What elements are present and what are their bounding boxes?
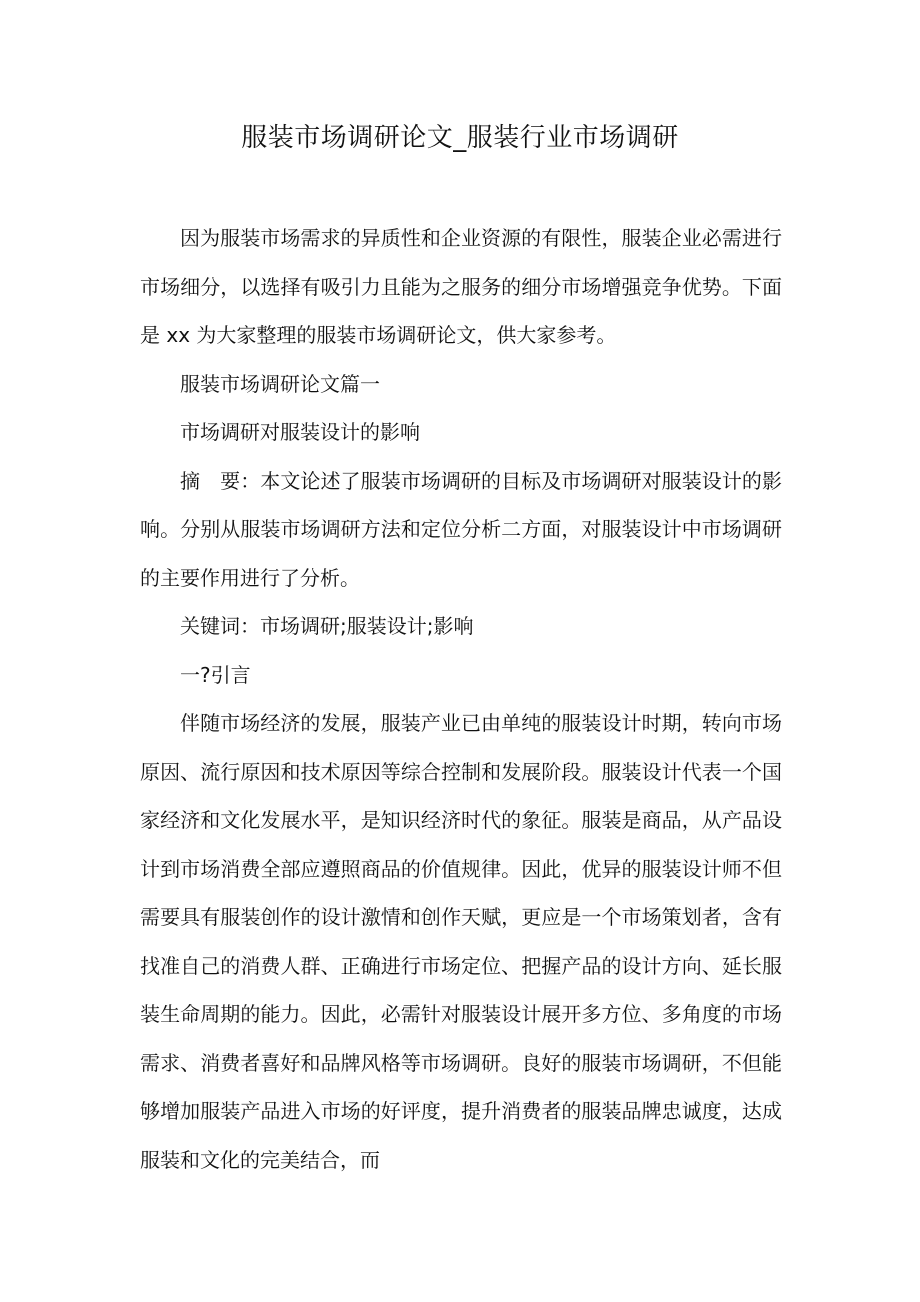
keywords-line: 关键词：市场调研;服装设计;影响	[180, 614, 474, 638]
body-paragraph: 伴随市场经济的发展，服装产业已由单纯的服装设计时期，转向市场原因、流行原因和技术原因等综合控制和发展阶段。服装设计代表一个国家经济和文化发展水平，是知识经济时代的象征。服装是商品，从产品设计到市场消费全部应遵照商品的价值规律。因此，优异的服装设计师不但需要具有服装创作的设计激情和创作天赋，更应是一个市场策划者，含有找准自己的消费人群、正确进行市场定位、把握产品的设计方向、延长服装生命周期的能力。因此，必需针对服装设计展开多方位、多角度的市场需求、消费者喜好和品牌风格等市场调研。良好的服装市场调研，不但能够增加服装产品进入市场的好评度，提升消费者的服装品牌忠诚度，达成服装和文化的完美结合，而	[140, 711, 782, 1172]
document-title: 服装市场调研论文_服装行业市场调研	[241, 123, 679, 153]
abstract-paragraph: 摘 要：本文论述了服装市场调研的目标及市场调研对服装设计的影响。分别从服装市场调研方法和定位分析二方面，对服装设计中市场调研的主要作用进行了分析。	[140, 468, 782, 590]
introduction-heading: 一?引言	[180, 662, 251, 687]
document-body	[140, 214, 782, 1184]
intro-paragraph: 因为服装市场需求的异质性和企业资源的有限性，服装企业必需进行市场细分，以选择有吸引力且能为之服务的细分市场增强竞争优势。下面是 xx 为大家整理的服装市场调研论文，供大家参考。	[140, 226, 782, 347]
section-heading: 服装市场调研论文篇一	[180, 371, 380, 396]
article-title: 市场调研对服装设计的影响	[180, 420, 420, 444]
